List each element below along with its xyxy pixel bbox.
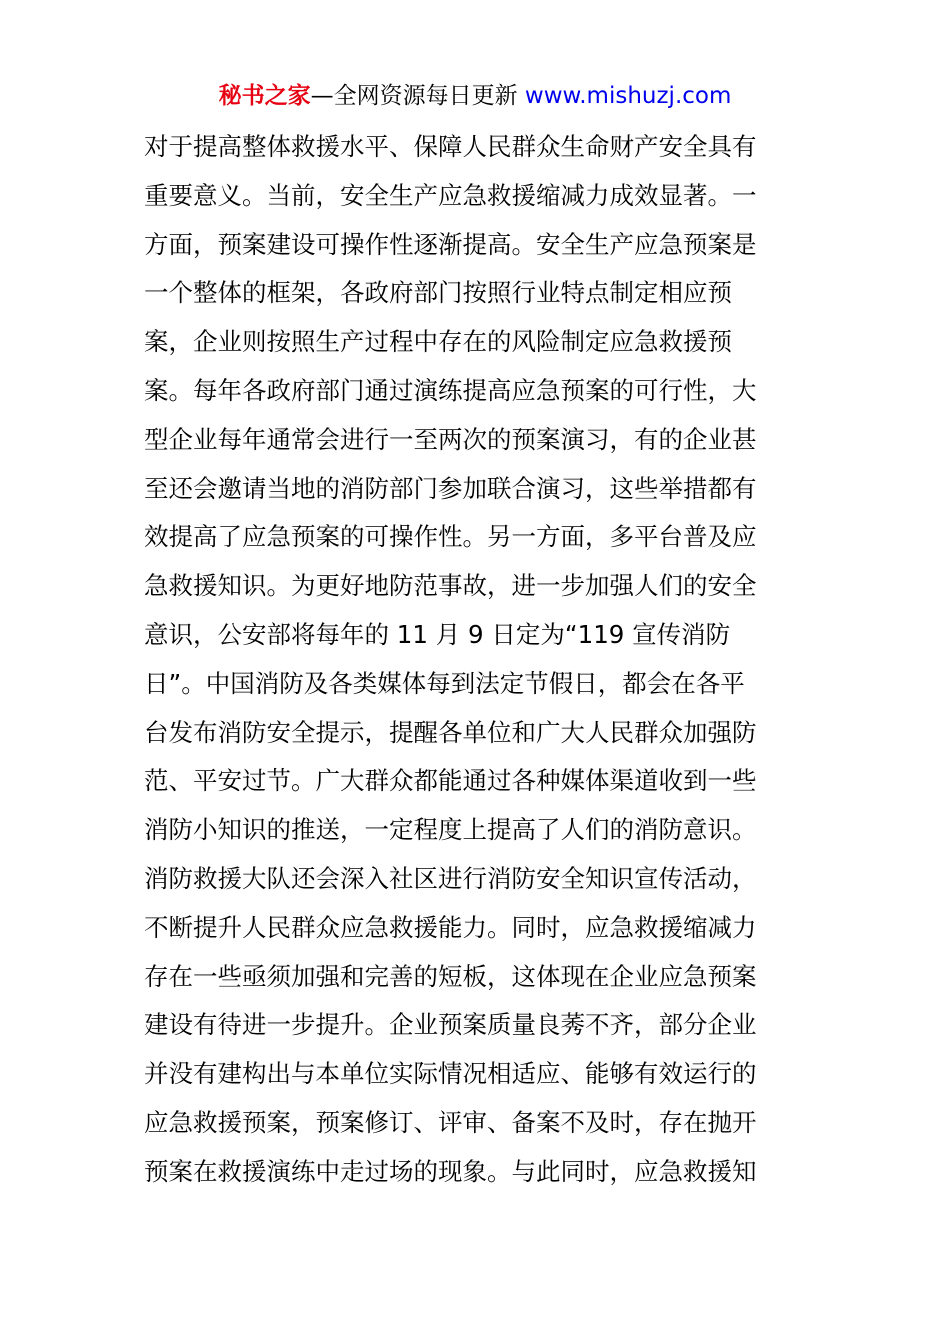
text-line: 型企业每年通常会进行一至两次的预案演习，有的企业甚 bbox=[144, 424, 757, 454]
text-line: 预案在救援演练中走过场的现象。与此同时，应急救援知 bbox=[144, 1156, 757, 1186]
site-url-link[interactable]: www.mishuzj.com bbox=[524, 83, 732, 109]
text-line: 范、平安过节。广大群众都能通过各种媒体渠道收到一些 bbox=[144, 766, 757, 796]
brand-name: 秘书之家 bbox=[218, 83, 311, 109]
text-line: 急救援知识。为更好地防范事故，进一步加强人们的安全 bbox=[144, 571, 757, 601]
text-line: 消防小知识的推送，一定程度上提高了人们的消防意识。 bbox=[144, 815, 757, 845]
text-line: 至还会邀请当地的消防部门参加联合演习，这些举措都有 bbox=[144, 473, 757, 503]
text-line: 建设有待进一步提升。企业预案质量良莠不齐，部分企业 bbox=[144, 1010, 757, 1040]
text-line: 一个整体的框架，各政府部门按照行业特点制定相应预 bbox=[144, 278, 732, 308]
text-line: 案。每年各政府部门通过演练提高应急预案的可行性，大 bbox=[144, 375, 757, 405]
text-line: 台发布消防安全提示，提醒各单位和广大人民群众加强防 bbox=[144, 717, 757, 747]
text-line: 对于提高整体救援水平、保障人民群众生命财产安全具有 bbox=[144, 132, 757, 161]
document-body bbox=[144, 123, 808, 1197]
text-line: 日”。中国消防及各类媒体每到法定节假日，都会在各平 bbox=[144, 668, 745, 698]
page-header bbox=[0, 80, 950, 112]
text-line: 效提高了应急预案的可操作性。另一方面，多平台普及应 bbox=[144, 522, 757, 552]
text-line: 案，企业则按照生产过程中存在的风险制定应急救援预 bbox=[144, 327, 732, 357]
header-tagline: —全网资源每日更新 bbox=[310, 83, 525, 109]
text-line: 并没有建构出与本单位实际情况相适应、能够有效运行的 bbox=[144, 1059, 757, 1089]
text-line: 重要意义。当前，安全生产应急救援缩减力成效显著。一 bbox=[144, 180, 757, 210]
text-line: 不断提升人民群众应急救援能力。同时，应急救援缩减力 bbox=[144, 912, 757, 942]
text-line: 意识，公安部将每年的 11 月 9 日定为“119 宣传消防 bbox=[144, 619, 731, 649]
text-line: 消防救援大队还会深入社区进行消防安全知识宣传活动， bbox=[144, 863, 757, 893]
text-line: 应急救援预案，预案修订、评审、备案不及时，存在抛开 bbox=[144, 1107, 757, 1137]
text-line: 方面，预案建设可操作性逐渐提高。安全生产应急预案是 bbox=[144, 229, 757, 259]
text-line: 存在一些亟须加强和完善的短板，这体现在企业应急预案 bbox=[144, 961, 757, 991]
